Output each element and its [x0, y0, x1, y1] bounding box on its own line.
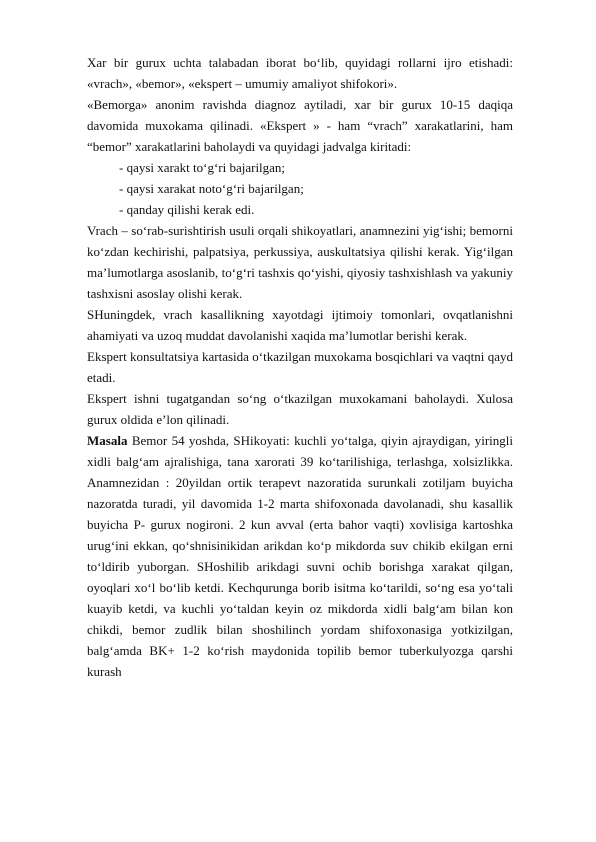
intro-paragraph: Xar bir gurux uchta talabadan iborat bo‘lib, quyidagi rollarni ijro etishadi: «vrach», «bemor», «ekspert – umumiy amaliyot shifokori». [87, 55, 513, 91]
masala-text: Bemor 54 yoshda, SHikoyati: kuchli yo‘talga, qiyin ajraydigan, yiringli xidli balg‘am ajralishiga, tana xarorati 39 ko‘tarilishiga, terlashga, xolsizlikka. Anamnezidan : 20yildan ortik terapevt nazoratida surunkali zotiljam buyicha nazoratda turadi, yil davomida 1-2 marta shifoxonada davolanadi, shu kasallik buyicha P- gurux nogironi. 2 kun avval (erta bahor vaqti) xovlisiga kartoshka urug‘ini ekkan, qo‘shnisinikidan arikdan ko‘p mikdorda suv chikib ekilgan erni to‘ldirib yuborgan. SHoshilib arikdagi suvni ochib borishga xarakat qilgan, oyoqlari xo‘l bo‘lib ketdi. Kechqurunga borib isitma ko‘tarildi, so‘ng esa yo‘tali kuayib ketdi, va kuchli yo‘taldan keyin oz mikdorda xidli balg‘am bilan kon chikdi, bemor zudlik bilan shoshilinch yordam shifoxonasiga yotkizilgan, balg‘amda BK+ 1-2 ko‘rish maydonida topilib bemor tuberkulyozga qarshi kurash [87, 433, 513, 679]
list-item: - qaysi xarakat noto‘g‘ri bajarilgan; [119, 181, 304, 196]
masala-paragraph [87, 430, 513, 682]
masala-label: Masala [87, 433, 128, 448]
shuningdek-paragraph: SHuningdek, vrach kasallikning xayotdagi ijtimoiy tomonlari, ovqatlanishni ahamiyati va uzoq muddat davolanishi xaqida ma’lumotlar berishi kerak. [87, 307, 513, 343]
ekspert-paragraph: Ekspert konsultatsiya kartasida o‘tkazilgan muxokama bosqichlari va vaqtni qayd etadi. [87, 349, 513, 385]
list-item: - qanday qilishi kerak edi. [119, 202, 255, 217]
bemor-paragraph: «Bemorga» anonim ravishda diagnoz aytiladi, xar bir gurux 10-15 daqiqa davomida muxokama qilinadi. «Ekspert » - ham “vrach” xarakatlarini, ham “bemor” xarakatlarini baholaydi va quyidagi jadvalga kiritadi: [87, 97, 513, 154]
ekspert-conclusion-paragraph: Ekspert ishni tugatgandan so‘ng o‘tkazilgan muxokamani baholaydi. Xulosa gurux oldida e’lon qilinadi. [87, 391, 513, 427]
list-item: - qaysi xarakt to‘g‘ri bajarilgan; [119, 160, 286, 175]
vrach-paragraph: Vrach – so‘rab-surishtirish usuli orqali shikoyatlari, anamnezini yig‘ishi; bemorni ko‘zdan kechirishi, palpatsiya, perkussiya, auskultatsiya qilishi kerak. Yig‘ilgan ma’lumotlarga asoslanib, to‘g‘ri tashxis qo‘yishi, qiyosiy tashxishlash va yakuniy tashxisni asoslay olishi kerak. [87, 223, 513, 301]
